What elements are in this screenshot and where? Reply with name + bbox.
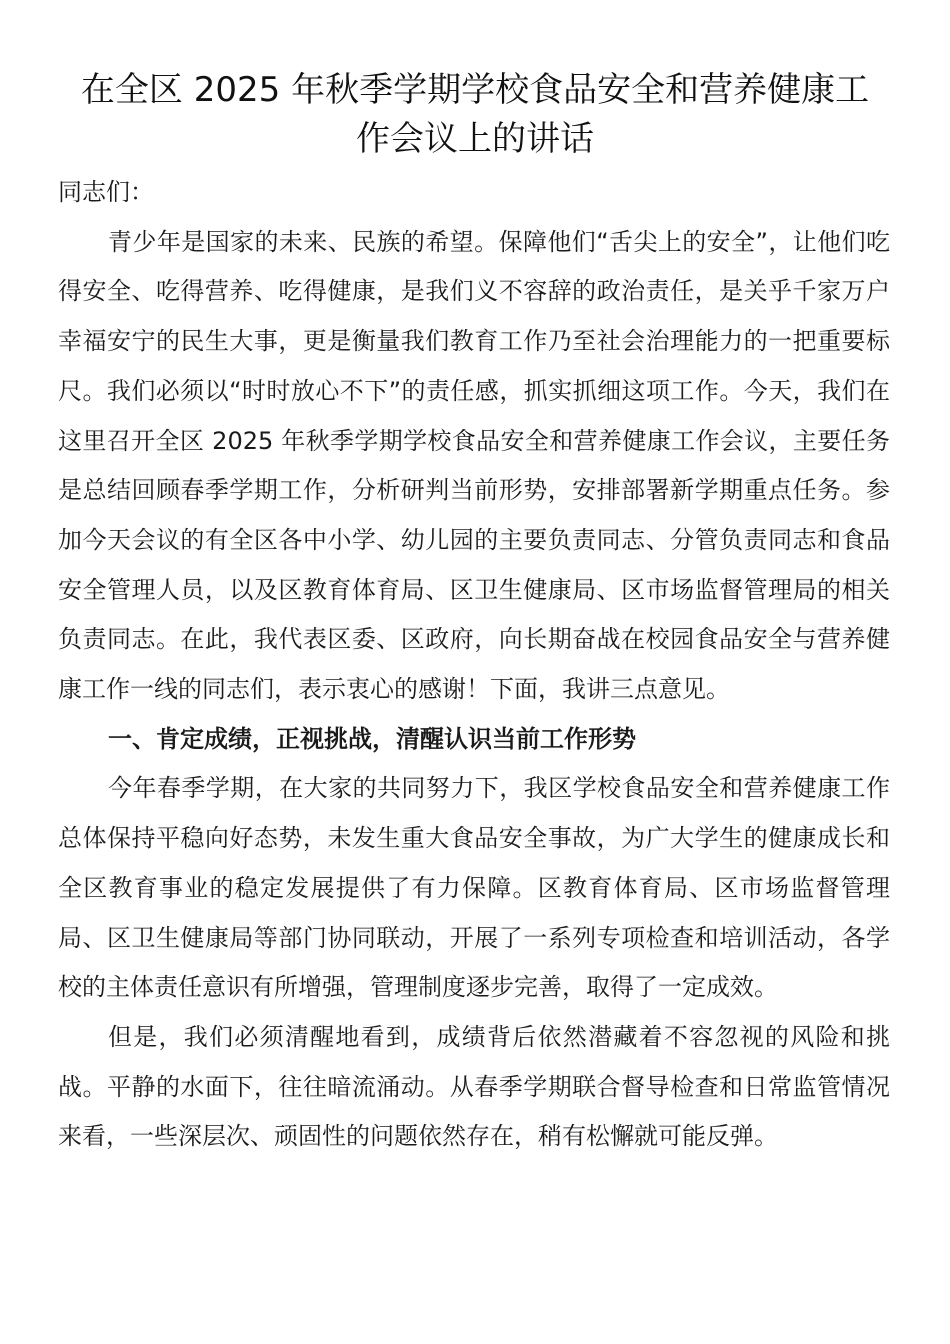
salutation: 同志们： — [58, 178, 154, 206]
document-body — [58, 168, 890, 1162]
title-line-2: 作会议上的讲话 — [356, 119, 594, 159]
document-title — [40, 66, 910, 164]
paragraph-achievements: 今年春季学期，在大家的共同努力下，我区学校食品安全和营养健康工作总体保持平稳向好态势，未发生重大食品安全事故，为广大学生的健康成长和全区教育事业的稳定发展提供了有力保障。区教育体育局、区市场监督管理局、区卫生健康局等部门协同联动，开展了一系列专项检查和培训活动，各学校的主体责任意识有所增强，管理制度逐步完善，取得了一定成效。 — [58, 774, 890, 1002]
paragraph-intro: 青少年是国家的未来、民族的希望。保障他们“舌尖上的安全”，让他们吃得安全、吃得营养、吃得健康，是我们义不容辞的政治责任，是关乎千家万户幸福安宁的民生大事，更是衡量我们教育工作乃至社会治理能力的一把重要标尺。我们必须以“时时放心不下”的责任感，抓实抓细这项工作。今天，我们在这里召开全区 2025 年秋季学期学校食品安全和营养健康工作会议，主要任务是总结回顾春季学期工作，分析研判当前形势，安排部署新学期重点任务。参加今天会议的有全区各中小学、幼儿园的主要负责同志、分管负责同志和食品安全管理人员，以及区教育体育局、区卫生健康局、区市场监督管理局的相关负责同志。在此，我代表区委、区政府，向长期奋战在校园食品安全与营养健康工作一线的同志们，表示衷心的感谢！下面，我讲三点意见。 — [58, 227, 890, 704]
section-heading-1: 一、肯定成绩，正视挑战，清醒认识当前工作形势 — [108, 724, 636, 753]
title-line-1: 在全区 2025 年秋季学期学校食品安全和营养健康工 — [80, 70, 870, 110]
paragraph-challenges: 但是，我们必须清醒地看到，成绩背后依然潜藏着不容忽视的风险和挑战。平静的水面下，往往暗流涌动。从春季学期联合督导检查和日常监管情况来看，一些深层次、顽固性的问题依然存在，稍有松懈就可能反弹。 — [58, 1022, 890, 1151]
